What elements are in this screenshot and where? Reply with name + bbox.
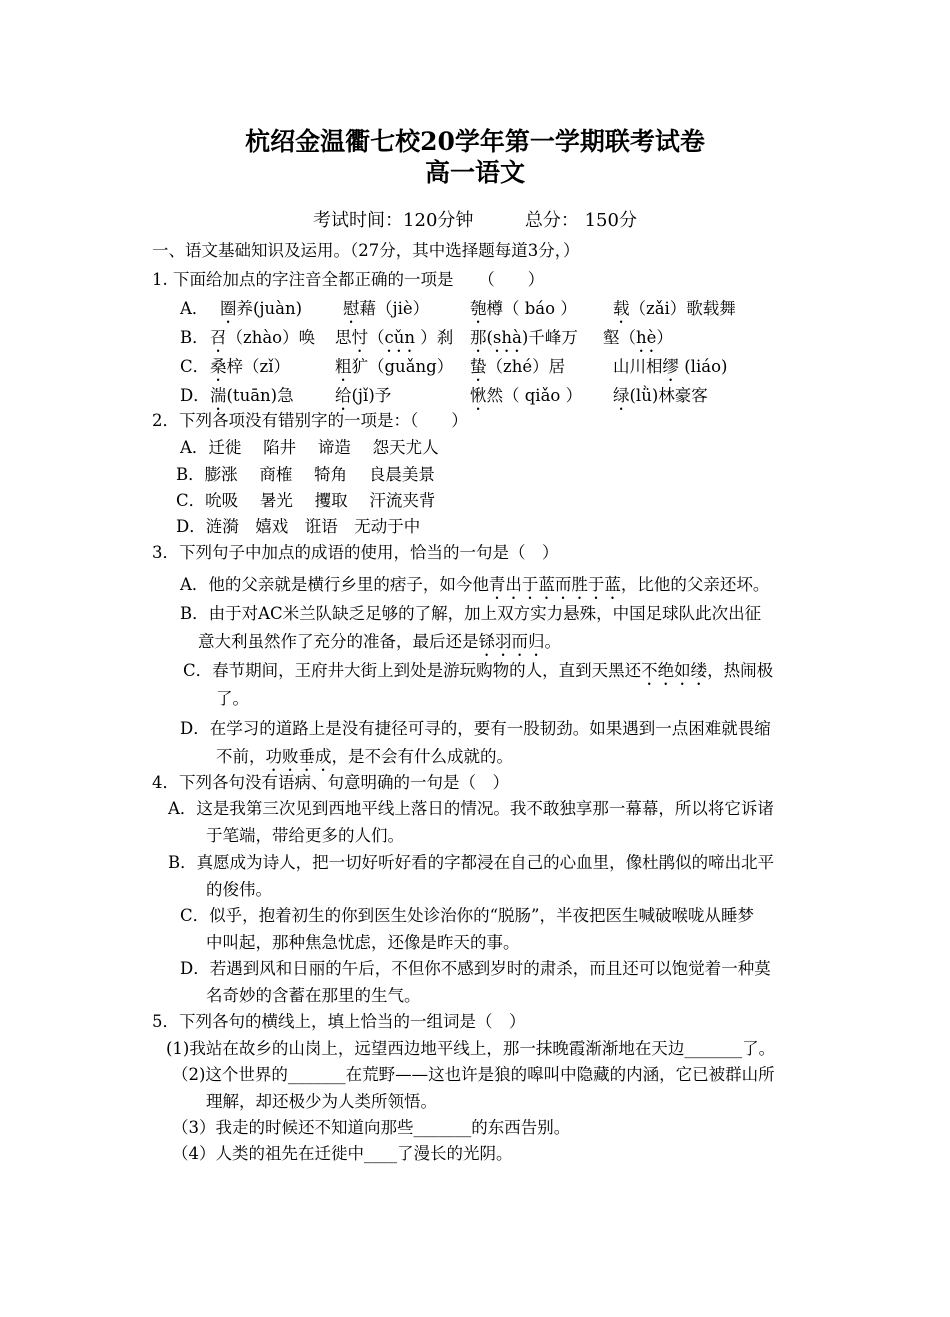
question-1-option-a: A． 圈养(juàn) 慰藉（jiè） 匏樽（ báo ） 载（zǎi）歌载舞 [180,299,736,318]
highlighted-idiom: 铩羽而归 [478,632,545,651]
exam-time: 考试时间：120分钟 [313,210,474,231]
highlighted-idiom: 功败垂成 [265,747,332,766]
question-4-option-b-line-1: B．真愿成为诗人，把一切好听好看的字都浸在自己的心血里，像杜鹃似的啼出北平 [168,853,775,872]
question-4-option-a-line-2: 于笔端，带给更多的人们。 [206,826,404,845]
question-5-sentence-2-line-2: 理解，却还极少为人类所领悟。 [206,1092,437,1111]
question-1-option-d: D． 湍(tuān)急 给(jǐ)予 愀然（ qiǎo ） 绿(lǜ)林豪客 [180,386,708,405]
question-5-sentence-4: （4）人类的祖先在迁徙中____了漫长的光阴。 [172,1144,513,1163]
question-4-option-c-line-1: C．似乎，抱着初生的你到医生处诊治你的“脱肠”，半夜把医生喊破喉咙从睡梦 [180,906,754,925]
question-3-option-c-line-1: C．春节期间，王府井大街上到处是游玩购物的人，直到天黑还不绝如缕，热闹极 [183,661,774,680]
question-3-option-d-line-1: D．在学习的道路上是没有捷径可寻的，要有一股韧劲。如果遇到一点困难就畏缩 [180,719,771,738]
question-4-option-a-line-1: A．这是我第三次见到西地平线上落日的情况。我不敢独享那一幕幕，所以将它诉诸 [168,799,774,818]
question-3-option-b-line-1: B．由于对AC米兰队缺乏足够的了解，加上双方实力悬殊，中国足球队此次出征 [180,604,762,623]
question-3-option-b-line-2: 意大利虽然作了充分的准备，最后还是铩羽而归。 [198,632,561,651]
exam-total-score: 总分： 150分 [524,210,637,231]
question-3-stem: 3．下列句子中加点的成语的使用，恰当的一句是（ ） [152,543,559,562]
question-5-sentence-3: （3）我走的时候还不知道向那些_______的东西告别。 [172,1118,571,1137]
question-1-option-c: C． 桑梓（zǐ） 粗犷（guǎng） 蛰（zhé）居 山川相缪 (liáo) [180,357,728,376]
question-2-option-a: A．迁徙 陷井 谛造 怨天尤人 [180,438,439,457]
question-1-stem: 1. 下面给加点的字注音全都正确的一项是 （ ） [152,270,545,289]
highlighted-idiom: 青出于蓝而胜于蓝 [488,575,621,594]
question-3-option-a: A．他的父亲就是横行乡里的痞子，如今他青出于蓝而胜于蓝，比他的父亲还坏。 [180,575,770,594]
question-4-stem: 4．下列各句没有语病、句意明确的一句是（ ） [152,773,509,792]
exam-subject: 高一语文 [424,158,525,187]
question-2-option-d: D．涟漪 嬉戏 诳语 无动于中 [176,517,421,536]
question-4-option-d-line-2: 名奇妙的含蓄在那里的生气。 [206,986,421,1005]
question-4-option-d-line-1: D．若遇到风和日丽的午后，不但你不感到岁时的肃杀，而且还可以饱觉着一种莫 [180,959,771,978]
question-2-option-c: C．吮吸 暑光 攫取 汗流夹背 [176,491,436,510]
question-3-option-c-line-2: 了。 [216,689,249,708]
question-5-sentence-1: (1)我站在故乡的山岗上，远望西边地平线上，那一抹晚霞渐渐地在天边_______了。 [166,1039,776,1058]
section-heading: 一、语文基础知识及运用。（27分，其中选择题每道3分，） [152,241,580,260]
exam-info [0,209,950,233]
question-4-option-c-line-2: 中叫起，那种焦急忧虑，还像是昨天的事。 [206,933,520,952]
highlighted-idiom: 不绝如缕 [641,661,708,680]
question-2-option-b: B．膨涨 商榷 犄角 良晨美景 [176,465,435,484]
question-4-option-b-line-2: 的俊伟。 [206,880,272,899]
question-5-stem: 5．下列各句的横线上，填上恰当的一组词是（ ） [152,1012,526,1031]
question-3-option-d-line-2: 不前，功败垂成，是不会有什么成就的。 [216,747,513,766]
exam-title: 杭绍金温衢七校20学年第一学期联考试卷 [245,127,705,156]
question-1-option-b: B． 召（zhào）唤 思忖（cǔn ）刹 那(shà)千峰万 壑（hè） [180,328,673,347]
question-5-sentence-2-line-1: （2)这个世界的_______在荒野——这也许是狼的嗥叫中隐藏的内涵，它已被群山所 [172,1065,775,1084]
question-2-stem: 2．下列各项没有错别字的一项是：（ ） [152,411,468,430]
